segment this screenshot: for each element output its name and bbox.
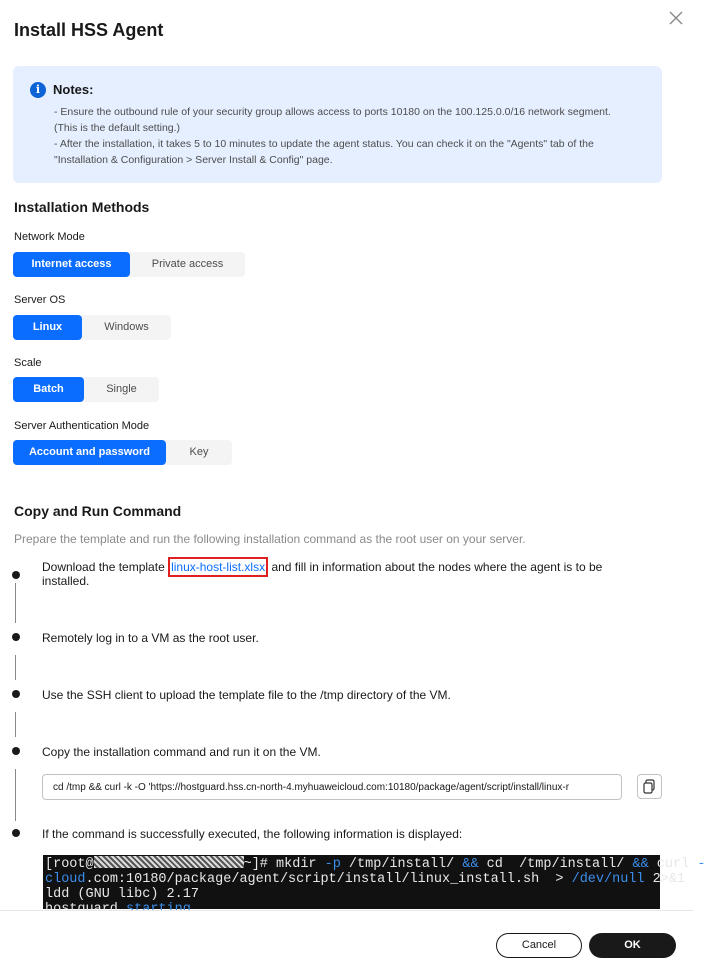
step-connector: [15, 769, 16, 821]
copy-icon: [638, 775, 661, 798]
step-dot: [12, 633, 20, 641]
scale-selector: [13, 377, 159, 402]
step-dot: [12, 690, 20, 698]
step-dot: [12, 829, 20, 837]
ok-button[interactable]: OK: [589, 933, 676, 958]
terminal-text: &&: [632, 857, 649, 872]
auth-mode-selector: [13, 440, 232, 465]
masked-hostname: [94, 856, 244, 868]
network-mode-selector: [13, 252, 245, 277]
info-icon: i: [30, 82, 46, 98]
option-single[interactable]: Single: [106, 383, 137, 395]
option-private-access[interactable]: Private access: [151, 258, 224, 270]
close-icon[interactable]: [666, 8, 686, 28]
notes-line: "Installation & Configuration > Server Install & Config" page.: [54, 154, 333, 166]
step-dot: [12, 747, 20, 755]
terminal-text: /dev/null: [571, 872, 645, 887]
terminal-text: [root@: [45, 857, 94, 872]
option-batch[interactable]: Batch: [13, 377, 84, 402]
template-download-link[interactable]: linux-host-list.xlsx: [168, 557, 268, 577]
terminal-text: curl: [648, 857, 698, 872]
option-key[interactable]: Key: [189, 446, 209, 458]
network-mode-label: Network Mode: [14, 231, 85, 243]
terminal-line: [45, 872, 686, 887]
option-linux[interactable]: Linux: [13, 315, 82, 340]
notes-line: - After the installation, it takes 5 to 10 minutes to update the agent status. You can check it on the "Agents" tab of the: [54, 138, 594, 150]
step-1-text-before: Download the template: [42, 560, 169, 574]
terminal-text: -: [697, 857, 705, 872]
terminal-text: &&: [462, 857, 479, 872]
terminal-text: cloud: [45, 872, 86, 887]
notes-title: Notes:: [53, 82, 94, 97]
step-dot: [12, 571, 20, 579]
step-2-text: Remotely log in to a VM as the root user.: [42, 631, 259, 645]
step-1-text: [42, 560, 602, 588]
notes-line: - Ensure the outbound rule of your security group allows access to ports 10180 on the 100.125.0.0/16 network segment.: [54, 106, 611, 118]
scale-label: Scale: [14, 357, 42, 369]
option-internet-access[interactable]: Internet access: [13, 252, 130, 277]
step-1-text-line2: installed.: [42, 574, 90, 588]
dialog-title: Install HSS Agent: [14, 20, 164, 40]
terminal-output: [43, 855, 705, 909]
step-connector: [15, 655, 16, 680]
terminal-text: 2>&1: [644, 872, 686, 887]
copy-run-command-title: Copy and Run Command: [14, 503, 182, 519]
option-account-and-password[interactable]: Account and password: [13, 440, 166, 465]
command-description: Prepare the template and run the following installation command as the root user on your server.: [14, 532, 526, 546]
step-4-text: Copy the installation command and run it on the VM.: [42, 745, 321, 759]
terminal-text: /tmp/install/: [340, 857, 463, 872]
server-os-label: Server OS: [14, 294, 66, 306]
terminal-text: ~]# mkdir: [243, 857, 325, 872]
terminal-line: [45, 856, 705, 872]
terminal-text: cd /tmp/install/: [478, 857, 633, 872]
auth-mode-label: Server Authentication Mode: [14, 420, 150, 432]
notes-box: [13, 66, 662, 183]
step-1-text-after: and fill in information about the nodes where the agent is to be: [268, 560, 603, 574]
server-os-selector: [13, 315, 171, 340]
installation-methods-title: Installation Methods: [14, 199, 150, 215]
step-3-text: Use the SSH client to upload the template file to the /tmp directory of the VM.: [42, 688, 451, 702]
copy-button[interactable]: [637, 774, 662, 799]
cancel-button[interactable]: Cancel: [496, 933, 582, 958]
step-connector: [15, 712, 16, 737]
step-connector: [15, 583, 16, 623]
step-5-text: If the command is successfully executed, the following information is displayed:: [42, 827, 463, 841]
option-windows[interactable]: Windows: [104, 321, 149, 333]
install-command-field[interactable]: [42, 774, 622, 800]
notes-line: (This is the default setting.): [54, 122, 181, 134]
terminal-line: ldd (GNU libc) 2.17: [45, 887, 199, 902]
terminal-text: .com:10180/package/agent/script/install/linux_install.sh >: [85, 872, 572, 887]
terminal-text: -p: [324, 857, 341, 872]
